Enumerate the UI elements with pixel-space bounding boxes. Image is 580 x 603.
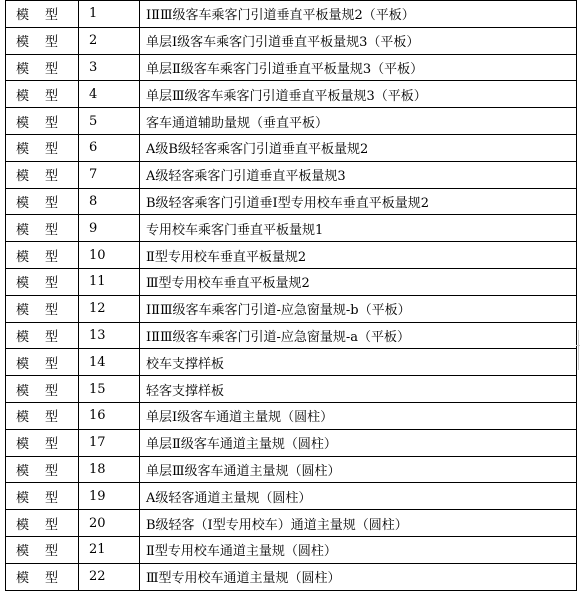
table-row [6, 322, 577, 349]
model-number-cell [79, 215, 140, 242]
model-table [5, 0, 577, 591]
table-row [6, 536, 577, 563]
model-number-cell [79, 188, 140, 215]
model-name: B级轻客乘客门引道垂Ⅰ型专用校车垂直平板量规2 [146, 195, 429, 211]
model-number-cell [79, 27, 140, 54]
model-name-cell [140, 563, 577, 590]
model-number-cell [79, 54, 140, 81]
model-label-cell [6, 134, 79, 161]
model-name: 单层Ⅲ级客车乘客门引道垂直平板量规3（平板） [146, 88, 427, 104]
model-number: 14 [89, 354, 106, 370]
model-label: 模型 [16, 61, 75, 77]
model-number: 3 [89, 59, 98, 75]
model-number: 9 [89, 220, 98, 236]
table-row [6, 188, 577, 215]
model-label-cell [6, 322, 79, 349]
model-label-cell [6, 536, 79, 563]
model-label-cell [6, 27, 79, 54]
model-number: 19 [89, 488, 106, 504]
model-number-cell [79, 108, 140, 135]
model-name: ⅠⅡⅢ级客车乘客门引道垂直平板量规2（平板） [146, 8, 415, 24]
model-number: 16 [89, 408, 106, 424]
model-label: 模型 [16, 115, 75, 131]
model-label: 模型 [16, 222, 75, 238]
model-label: 模型 [16, 249, 75, 265]
model-name-cell [140, 536, 577, 563]
model-label-cell [6, 188, 79, 215]
model-number: 18 [89, 461, 106, 477]
edge-gridline [578, 330, 579, 370]
table-row [6, 510, 577, 537]
model-name: A级轻客通道主量规（圆柱） [146, 490, 312, 506]
model-label-cell [6, 54, 79, 81]
table-row [6, 1, 577, 28]
model-label-cell [6, 349, 79, 376]
model-label: 模型 [16, 329, 75, 345]
model-name-cell [140, 268, 577, 295]
model-label: 模型 [16, 544, 75, 560]
model-name: ⅠⅡⅢ级客车乘客门引道-应急窗量规-a（平板） [146, 329, 411, 345]
model-name: 单层Ⅲ级客车通道主量规（圆柱） [146, 463, 341, 479]
table-row [6, 429, 577, 456]
model-name: A级B级轻客乘客门引道垂直平板量规2 [146, 142, 369, 158]
model-label: 模型 [16, 303, 75, 319]
model-number: 1 [89, 6, 98, 22]
model-name: Ⅲ型专用校车通道主量规（圆柱） [146, 571, 341, 587]
model-name-cell [140, 483, 577, 510]
model-name-cell [140, 349, 577, 376]
model-label: 模型 [16, 437, 75, 453]
model-label-cell [6, 402, 79, 429]
model-name-cell [140, 81, 577, 108]
model-name: 轻客支撑样板 [146, 383, 225, 399]
model-label: 模型 [16, 356, 75, 372]
model-name-cell [140, 108, 577, 135]
table-row [6, 81, 577, 108]
model-number-cell [79, 161, 140, 188]
model-name: 单层Ⅰ级客车乘客门引道垂直平板量规3（平板） [146, 35, 420, 51]
model-name-cell [140, 1, 577, 28]
model-number-cell [79, 456, 140, 483]
model-number-cell [79, 134, 140, 161]
model-table-body [6, 1, 577, 591]
model-label-cell [6, 1, 79, 28]
model-name-cell [140, 429, 577, 456]
model-number-cell [79, 268, 140, 295]
table-row [6, 215, 577, 242]
model-label-cell [6, 268, 79, 295]
model-number-cell [79, 429, 140, 456]
model-label-cell [6, 483, 79, 510]
model-label: 模型 [16, 35, 75, 51]
model-label: 模型 [16, 169, 75, 185]
model-name-cell [140, 134, 577, 161]
model-name: 专用校车乘客门垂直平板量规1 [146, 222, 324, 238]
model-label-cell [6, 563, 79, 590]
model-name: Ⅱ型专用校车通道主量规（圆柱） [146, 544, 337, 560]
model-number: 10 [89, 247, 106, 263]
model-number: 12 [89, 301, 106, 317]
model-name-cell [140, 376, 577, 403]
model-number: 20 [89, 515, 106, 531]
model-number-cell [79, 402, 140, 429]
model-label-cell [6, 295, 79, 322]
model-name: B级轻客（Ⅰ型专用校车）通道主量规（圆柱） [146, 517, 408, 533]
model-name: 单层Ⅰ级客车通道主量规（圆柱） [146, 410, 334, 426]
model-number-cell [79, 1, 140, 28]
model-name-cell [140, 510, 577, 537]
model-label: 模型 [16, 383, 75, 399]
model-label-cell [6, 161, 79, 188]
model-number: 4 [89, 86, 98, 102]
model-name: 单层Ⅱ级客车通道主量规（圆柱） [146, 437, 337, 453]
table-row [6, 483, 577, 510]
model-number-cell [79, 81, 140, 108]
model-label: 模型 [16, 142, 75, 158]
model-number: 8 [89, 193, 98, 209]
model-list-sheet [5, 0, 575, 591]
model-number-cell [79, 295, 140, 322]
model-label-cell [6, 510, 79, 537]
model-label: 模型 [16, 410, 75, 426]
model-label: 模型 [16, 8, 75, 24]
model-label-cell [6, 242, 79, 269]
model-name-cell [140, 295, 577, 322]
model-number-cell [79, 510, 140, 537]
model-number: 21 [89, 542, 106, 558]
model-number-cell [79, 349, 140, 376]
model-name-cell [140, 188, 577, 215]
model-label: 模型 [16, 571, 75, 587]
model-name-cell [140, 215, 577, 242]
table-row [6, 402, 577, 429]
model-label: 模型 [16, 490, 75, 506]
table-row [6, 376, 577, 403]
model-name: Ⅲ型专用校车垂直平板量规2 [146, 276, 310, 292]
model-label-cell [6, 108, 79, 135]
table-row [6, 134, 577, 161]
model-number: 15 [89, 381, 106, 397]
model-label: 模型 [16, 517, 75, 533]
model-label: 模型 [16, 276, 75, 292]
table-row [6, 268, 577, 295]
model-number: 22 [89, 569, 106, 585]
edge-tick [576, 345, 580, 346]
model-number: 11 [89, 274, 106, 290]
model-name: 客车通道辅助量规（垂直平板） [146, 115, 329, 131]
model-name: Ⅱ型专用校车垂直平板量规2 [146, 249, 307, 265]
model-label: 模型 [16, 88, 75, 104]
model-name: 校车支撑样板 [146, 356, 225, 372]
table-row [6, 295, 577, 322]
table-row [6, 456, 577, 483]
model-number-cell [79, 536, 140, 563]
model-number: 17 [89, 435, 106, 451]
model-name-cell [140, 242, 577, 269]
table-row [6, 108, 577, 135]
model-number-cell [79, 376, 140, 403]
model-name: A级轻客乘客门引道垂直平板量规3 [146, 169, 346, 185]
model-number: 13 [89, 327, 106, 343]
model-name-cell [140, 456, 577, 483]
model-number-cell [79, 242, 140, 269]
model-name-cell [140, 322, 577, 349]
model-label-cell [6, 81, 79, 108]
model-name-cell [140, 54, 577, 81]
model-number-cell [79, 483, 140, 510]
model-number-cell [79, 322, 140, 349]
model-label-cell [6, 456, 79, 483]
model-name: 单层Ⅱ级客车乘客门引道垂直平板量规3（平板） [146, 61, 424, 77]
model-name-cell [140, 27, 577, 54]
model-name: ⅠⅡⅢ级客车乘客门引道-应急窗量规-b（平板） [146, 303, 411, 319]
model-number: 5 [89, 113, 98, 129]
model-number: 2 [89, 33, 98, 49]
table-row [6, 161, 577, 188]
model-label-cell [6, 376, 79, 403]
model-number-cell [79, 563, 140, 590]
model-name-cell [140, 161, 577, 188]
table-row [6, 27, 577, 54]
model-label: 模型 [16, 195, 75, 211]
model-name-cell [140, 402, 577, 429]
model-number: 7 [89, 167, 98, 183]
model-number: 6 [89, 140, 98, 156]
model-label: 模型 [16, 463, 75, 479]
model-label-cell [6, 215, 79, 242]
model-label-cell [6, 429, 79, 456]
table-row [6, 54, 577, 81]
table-row [6, 349, 577, 376]
table-row [6, 563, 577, 590]
table-row [6, 242, 577, 269]
